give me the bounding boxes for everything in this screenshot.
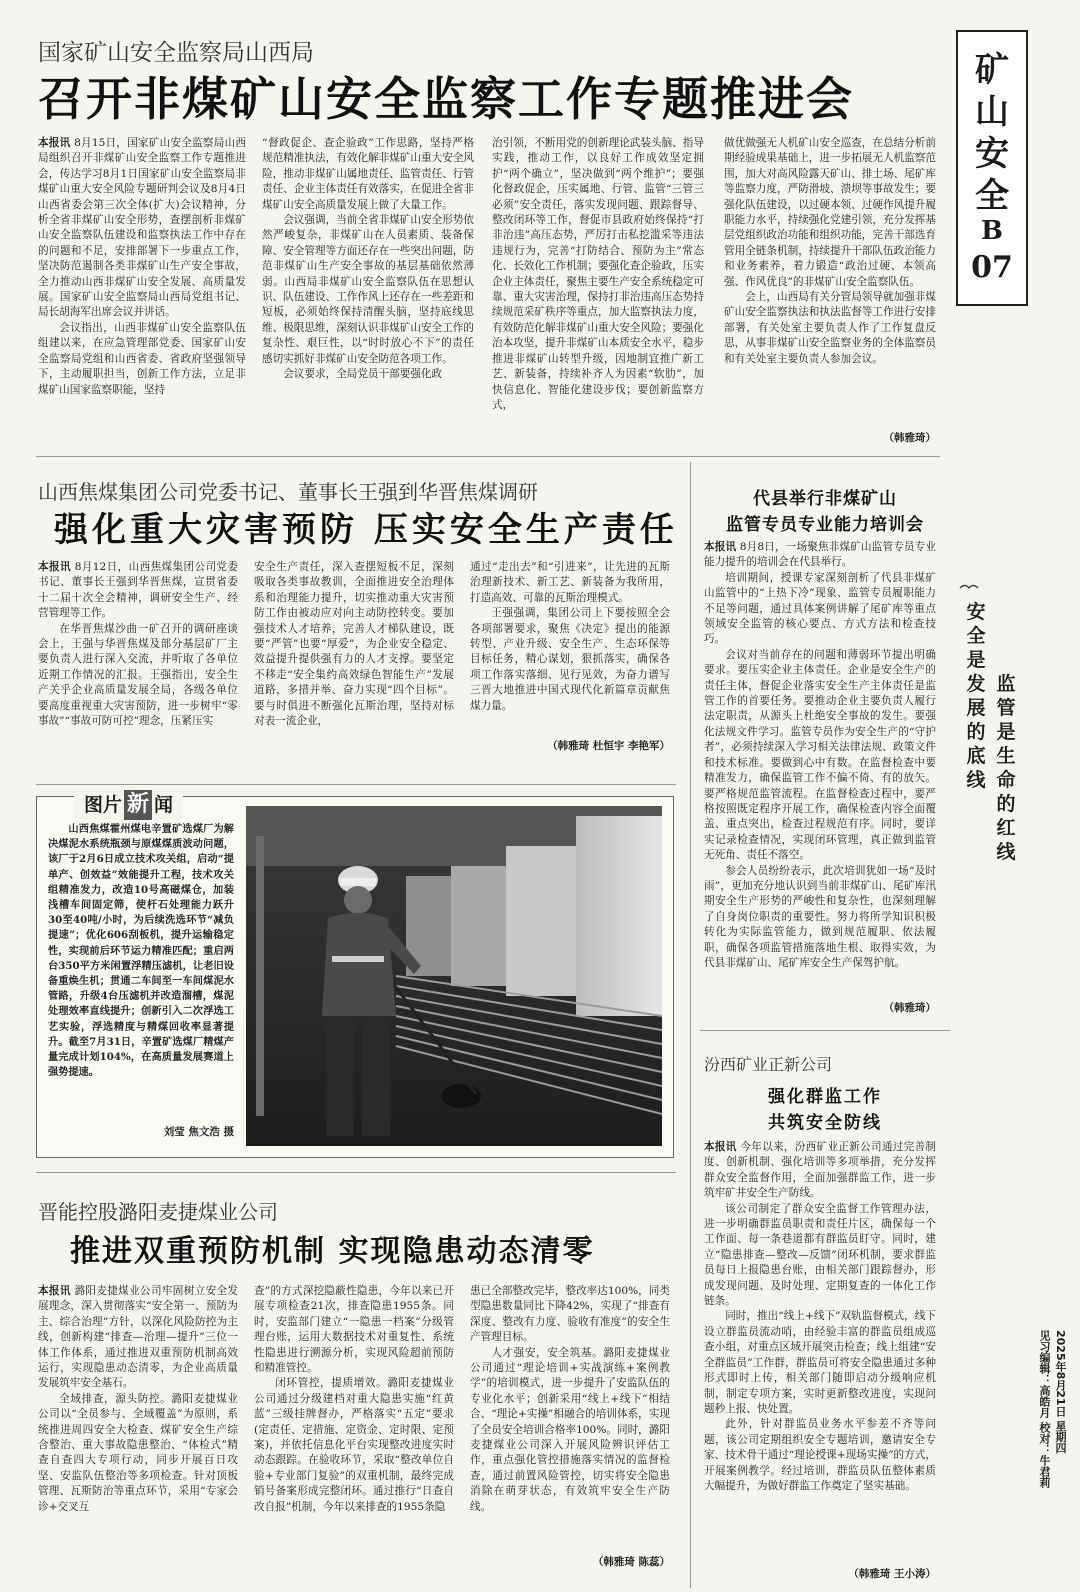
photo-caption-text: 山西焦煤霍州煤电辛置矿选煤厂为解决煤泥水系统瓶颈与原煤煤质波动问题，该厂于2月6日成立技术攻关组，启动“提单产、创效益”效能提升工程，技术攻关组精准发力，改造10号高磁煤仓，加装浅槽车间固定筛，使杆石处理能力跃升30至40吨/小时，为后续洗选环节“减负提速”；优化606刮板机，提升运输稳定性，实现前后环节运力精准匹配；重启两台350平方米闲置浮精压滤机，让老旧设备重焕生机；贯通二车间至一车间煤泥水管路，升级4台压滤机并改造溜槽，煤泥处理效率直线提升；创新引入二次浮选工艺实验，浮选精度与精煤回收率显著提升。截至7月31日，辛置矿选煤厂精煤产量完成计划104%，在高质量发展赛道上强势提速。 (48, 823, 234, 1079)
footer-date: 2025年8月21日 星期四 (1054, 1330, 1067, 1454)
story5-column-2 (254, 1284, 454, 1570)
photo-label-b: 新 (124, 790, 152, 820)
story1-col1b-text: 会议指出，山西非煤矿山安全监察队伍组建以来，在应急管理部党委、国家矿山安全监察局党组和山西省委、省政府坚强领导下，主动履职担当，创新工作方法，立足非煤矿山国家监察职能，坚持 (38, 321, 246, 396)
footer-editors: 见习编辑：高皓月 校对：牛君莉 (1038, 1330, 1051, 1488)
slogan-char: 安 (966, 601, 986, 623)
story4-text-4: 此外，针对群监员业务水平参差不齐等问题，该公司定期组织安全专题培训，邀请安全专家、技术骨干通过“理论授课+现场实操”的方式，开展案例教学。经过培训，群监员队伍整体素质大幅提升，为做好群监工作奠定了坚实基础。 (704, 1418, 936, 1492)
section-name-char: 全 (975, 176, 1009, 216)
story5-headline: 推进双重预防机制 实现隐患动态清零 (70, 1234, 595, 1269)
story1-col1-text: 8月15日，国家矿山安全监察局山西局组织召开非煤矿山安全监察工作专题推进会，传达学习8月1日国家矿山安全监察局非煤矿山重大安全风险专题研判会议及8月4日山西省委会第三次全体(扩大)会议精神，分析全省非煤矿山安全形势，查摆剖析非煤矿山安全监察队伍建设和监察执法工作中存在的问题和不足，安排部署下一步重点工作，坚决防范遏制各类非煤矿山生产安全事故，全力推动山西非煤矿山安全发展、高质量发展。国家矿山安全监察局山西局党组书记、局长胡海军出席会议并讲话。 (38, 137, 246, 319)
story2-col3b-text: 王强强调，集团公司上下要按照全会各项部署要求，聚焦《决定》提出的能源转型、产业升级、安全生产、生态环保等目标任务，精心谋划，狠抓落实，确保各项工作落实落细、见行见效，为奋力谱写三晋大地推进中国式现代化新篇章贡献焦煤力量。 (470, 607, 670, 712)
story5-byline: （韩雅琦 陈蕊） (592, 1556, 670, 1568)
section-name-char: 山 (975, 92, 1009, 132)
story2-headline: 强化重大灾害预防 压实安全生产责任 (54, 510, 678, 550)
slogan-char: 生 (996, 745, 1016, 767)
slogan-char: 红 (996, 817, 1016, 839)
story1-col4-text: 做优做强无人机矿山安全巡查，在总结分析前期经验成果基础上，进一步拓展无人机监察范围，加大对高风险露天矿山、排土场、尾矿库等监察力度，严防滑坡、溃坝等事故发生；要强化队伍建设，以过硬本领、过硬作风提升履职能力水平，持续强化党建引领，充分发挥基层党组织政治功能和组织功能，完善干部选育管用全链条机制，持续提升干部队伍政治能力和业务素养，着力锻造“政治过硬、本领高强、作风优良”的非煤矿山安全监察队伍。 (724, 137, 936, 288)
slogan-char: 命 (996, 769, 1016, 791)
story3-headline-line2: 监管专员专业能力培训会 (726, 515, 924, 535)
photo-label-a: 图片 (84, 794, 123, 816)
divider-story3 (700, 1030, 950, 1031)
story2-col2-text: 安全生产责任，深入查摆短板不足，深刻吸取各类事故教训，全面推进安全治理体系和治理能力提升，切实推动重大灾害预防工作由被动应对向主动防控转变。要加强技术人才培养，完善人才梯队建设，既要“严管”也要“厚爱”，为企业安全稳定、效益提升提供强有力的人才支撑。要坚定不移走“安全集约高效绿色智能生产”发展道路，多措并举、奋力实现“四个目标”。要与时俱进不断强化瓦斯治理，坚持对标对表一流企业， (254, 561, 454, 728)
bird-icon (959, 582, 979, 594)
story1-kicker: 国家矿山安全监察局山西局 (38, 40, 314, 66)
story4-byline: （韩雅琦 王小涛） (848, 1568, 936, 1580)
story2-kicker: 山西焦煤集团公司党委书记、董事长王强到华晋焦煤调研 (38, 480, 538, 504)
story4-body (704, 1140, 936, 1564)
story4-headline-line1: 强化群监工作 (768, 1087, 882, 1107)
story2-col3-text: 通过“走出去”和“引进来”，让先进的瓦斯治理新技术、新工艺、新装备为我所用，打造高效、可靠的瓦斯治理模式。 (470, 561, 670, 604)
story3-text-2: 培训期间，授课专家深刻剖析了代县非煤矿山监管中的“上热下冷”现象、监管专员履职能力不足等问题，通过具体案例讲解了尾矿库等重点领域安全监管的核心要点、方式方法和检查技巧。 (704, 571, 936, 646)
slogan-char: 的 (996, 793, 1016, 815)
slogan-char: 管 (996, 697, 1016, 719)
slogan-char: 监 (996, 673, 1016, 695)
story1-col4b-text: 会上，山西局有关分管局领导就加强非煤矿山安全监察执法和执法监督等工作进行安排部署，有关处室主要负责人作了工作复盘反思，从事非煤矿山安全监察业务的全体监察员和有关处室主要负责人参加会议。 (724, 291, 936, 365)
story1-byline: （韩雅琦） (883, 432, 936, 444)
story5-col2b-text: 闭环管控，提质增效。潞阳麦捷煤业公司通过分级建档对重大隐患实施“红黄蓝”三级挂牌督办，严格落实“五定”要求(定责任、定措施、定资金、定时限、定预案)，并依托信息化平台实现整改进度实时动态跟踪。在验收环节，采取“整改单位自验+专业部门复验”的双重机制，最终完成销号备案形成完整闭环。通过推行“日查自改自报”机制，今年以来排查的1955条隐 (254, 1377, 454, 1513)
story2-column-1 (38, 560, 238, 782)
story2-col1b-text: 在华晋焦煤沙曲一矿召开的调研座谈会上，王强与华晋焦煤及部分基层矿厂主要负责人进行深入交流，并听取了各单位近期工作情况的汇报。王强指出，安全生产关乎企业高质量发展全局，各级各单位要高度重视重大灾害预防，进一步树牢“零事故”“事故可防可控”理念，压紧压实 (38, 622, 238, 728)
slogan-char: 是 (966, 649, 986, 671)
section-name-char: 安 (975, 134, 1009, 174)
page-footer (1036, 1330, 1076, 1580)
divider-story2 (36, 784, 676, 785)
divider-column-right (690, 462, 691, 1588)
story2-col1-text: 8月12日，山西焦煤集团公司党委书记、董事长王强到华晋焦煤，宣贯省委十二届十次全会精神，调研安全生产、经营管理等工作。 (38, 561, 238, 620)
story3-text-1: 8月8日，一场聚焦非煤矿山监管专员专业能力提升的培训会在代县举行。 (704, 541, 936, 569)
story5-col3b-text: 人才强安，安全筑基。潞阳麦捷煤业公司通过“理论培训+实战演练+案例教学”的培训模式，进一步提升了安监队伍的专业化水平；创新采用“线上+线下”相结合、“理论+实操”相融合的培训体系，实现了全员安全培训合格率100%。同时，潞阳麦捷煤业公司深入开展风险辨识评估工作，重点强化管控措施落实情况的监督检查，通过前置风险管控，切实将安全隐患消除在萌芽状态，有效筑牢安全生产防线。 (470, 1346, 670, 1513)
story3-text-4: 参会人员纷纷表示，此次培训犹如一场“及时雨”，更加充分地认识到当前非煤矿山、尾矿库汛期安全生产形势的严峻性和复杂性，也深刻理解了自身岗位职责的重要性。努力将所学知识积极转化为实际监管能力，做到规范履职、依法履职，确保各项监管措施落地生根、取得实效，为代县非煤矿山、尾矿库安全生产保驾护航。 (704, 864, 936, 969)
story1-column-3 (492, 136, 704, 446)
story3-byline: （韩雅琦） (883, 1002, 936, 1014)
story3-body (704, 540, 936, 998)
slogan-char: 全 (966, 625, 986, 647)
story1-col2c-text: 会议要求，全局党员干部要强化政 (283, 368, 443, 381)
story2-column-3 (470, 560, 670, 738)
slogan-line-supervision (995, 672, 1017, 864)
story1-column-1 (38, 136, 246, 446)
story5-col3-text: 患已全部整改完毕，整改率达100%，同类型隐患数量同比下降42%，实现了“排查有深度、整改有力度、验收有准度”的安全生产管理目标。 (470, 1285, 670, 1344)
story1-lead-tag: 本报讯 (38, 137, 71, 149)
story5-lead-tag: 本报讯 (38, 1285, 71, 1297)
story1-col2b-text: 会议强调，当前全省非煤矿山安全形势依然严峻复杂，非煤矿山在人员素质、装备保障、安全管理等方面还存在一些突出问题，防范非煤矿山生产安全事故的基层基础依然薄弱。山西局非煤矿山安全监察队伍在思想认识、队伍建设、工作作风上还存在一些差距和短板，必须始终保持清醒头脑，坚持底线思维、极限思维，深刻认识非煤矿山安全工作的复杂性、艰巨性，以“时时放心不下”的责任感切实抓好非煤矿山安全防范各项工作。 (262, 214, 474, 365)
story4-kicker: 汾西矿业正新公司 (704, 1055, 833, 1074)
slogan-char: 展 (966, 697, 986, 719)
photo-news-label (74, 790, 183, 820)
slogan-char: 的 (966, 721, 986, 743)
story1-col2-text: “督政促企、查企验政”工作思路，坚持严格规范精准执法，有效化解非煤矿山重大安全风险，推动非煤矿山属地责任、监管责任、行管责任、企业主体责任有效落实，在促进全省非煤矿山安全高质量发展上做了大量工作。 (262, 137, 474, 211)
story5-col1b-text: 全域排查，源头防控。潞阳麦捷煤业公司以“全员参与、全域覆盖”为原则，系统推进周四安全大检查、煤矿安全生产综合整治、重大事故隐患整治、“体检式”精查自查四大专项行动，同步开展百日攻坚、安监队伍整治等多项检查。针对顶板管理、瓦斯防治等重点环节，采用“专家会诊+交叉互 (38, 1392, 238, 1513)
slogan-char: 是 (996, 721, 1016, 743)
story1-column-4 (724, 136, 936, 428)
page-number: 07 (971, 250, 1013, 285)
photo-credit: 刘莹 焦文浩 摄 (163, 1126, 234, 1138)
section-name-char: 矿 (975, 50, 1009, 90)
divider-photo (36, 1172, 676, 1173)
story2-byline: （韩雅琦 杜恒宇 李艳军） (547, 740, 670, 752)
story3-text-3: 会议对当前存在的问题和薄弱环节提出明确要求。要压实企业主体责任。企业是安全生产的责任主体，督促企业落实安全生产主体责任是监管工作的首要任务。要推动企业主要负责人履行法定职责，从源头上杜绝安全事故的发生。要强化法规文件学习。监管专员作为安全生产的“守护者”，必须持续深入学习相关法律法规、政策文件和技术标准。要做到心中有数。在监督检查中要精准发力，确保监管工作不偏不倚、有的放矢。要严格规范监管流程。在监督检查过程中，要严格按照既定程序开展工作，确保检查内容全面覆盖、重点突出，检查过程规范有序。同时，要详实记录检查情况，实现闭环管理，真正做到监管无死角、责任不落空。 (704, 648, 936, 862)
story1-column-2 (262, 136, 474, 446)
story5-col2-text: 查”的方式深挖隐蔽性隐患，今年以来已开展专项检查21次，排查隐患1955条。同时，安监部门建立“一隐患一档案”分级管理台账，运用大数据技术对重复性、系统性隐患进行溯源分析，实现风险超前预防和精准管控。 (254, 1285, 454, 1375)
story4-lead-tag: 本报讯 (704, 1141, 737, 1153)
slogan-char: 发 (966, 673, 986, 695)
story5-kicker: 晋能控股潞阳麦捷煤业公司 (38, 1200, 278, 1224)
story3-lead-tag: 本报讯 (704, 541, 737, 553)
story4-text-3: 同时，推出“线上+线下”双轨监督模式，线下设立群监员流动哨，由经验丰富的群监员组成巡查小组，对重点区域开展突击检查；线上组建“安全群监员”工作群，群监员可将安全隐患通过多种形式即时上传，相关部门随即启动分级响应机制，制定专项方案，实时更新整改进度，实现问题秒上报、快处置。 (704, 1310, 936, 1415)
divider-story1 (36, 456, 940, 457)
story4-text-2: 该公司制定了群众安全监督工作管理办法，进一步明确群监员职责和责任片区，确保每一个工作面、每一条巷道都有群监员盯守。同时，建立“隐患排查—整改—反馈”闭环机制，要求群监员每日上报隐患台账，由相关部门跟踪督办，形成发现问题、及时处理、定期复查的一体化工作链条。 (704, 1202, 936, 1308)
story1-col3-text: 治引领，不断用党的创新理论武装头脑、指导实践，推动工作，以良好工作成效坚定拥护“两个确立”，坚决做到“两个维护”；要强化督政促企，压实属地、行管、监管“三管三必须”安全责任，落实发现问题、跟踪督导、整改闭环等工作，督促市县政府始终保持“打非治违”高压态势，严厉打击私挖滥采等违法违规行为，完善“打防结合、预防为主”常态化、长效化工作机制；要强化查企验政，压实企业主体责任，聚焦主要生产安全系统稳定可靠、重大灾害治理，保持打非治违高压态势持续规范采矿秩序等重点，加大监察执法力度，有效防范化解非煤矿山重大安全风险；要强化治本攻坚，提升非煤矿山本质安全水平，稳步推进非煤矿山转型升级，因地制宜推广新工艺、新装备，持续补齐人为因素“软肋”，加快信息化、智能化建设步伐；要创新监察方式， (492, 137, 704, 411)
safety-slogan (955, 560, 1035, 890)
coal-plant-worker-photo (246, 806, 662, 1146)
story5-column-1 (38, 1284, 238, 1570)
photo-label-c: 闻 (154, 794, 174, 816)
story2-lead-tag: 本报讯 (38, 561, 71, 573)
slogan-char: 线 (966, 769, 986, 791)
story3-headline-line1: 代县举行非煤矿山 (753, 489, 897, 509)
story5-column-3 (470, 1284, 670, 1552)
story2-column-2 (254, 560, 454, 782)
section-masthead (956, 30, 1028, 306)
story5-col1-text: 潞阳麦捷煤业公司牢固树立安全发展理念，深入贯彻落实“安全第一、预防为主、综合治理”方针，以深化风险防控为主线，创新构建“排查—治理—提升”三位一体工作体系，通过推进双重预防机制高效运行，实现隐患动态清零，为企业高质量发展筑牢安全基石。 (38, 1285, 238, 1390)
slogan-char: 线 (996, 841, 1016, 863)
story1-headline: 召开非煤矿山安全监察工作专题推进会 (38, 72, 854, 126)
slogan-char: 底 (966, 745, 986, 767)
story4-text-1: 今年以来，汾西矿业正新公司通过完善制度、创新机制、强化培训等多项举措，充分发挥群众安全监督作用，全面加强群监工作，进一步筑牢矿井安全生产防线。 (704, 1141, 936, 1200)
photo-caption (48, 822, 234, 1122)
edition-letter: B (981, 216, 1003, 246)
story4-headline-line2: 共筑安全防线 (768, 1113, 882, 1133)
slogan-line-safety (965, 600, 987, 792)
